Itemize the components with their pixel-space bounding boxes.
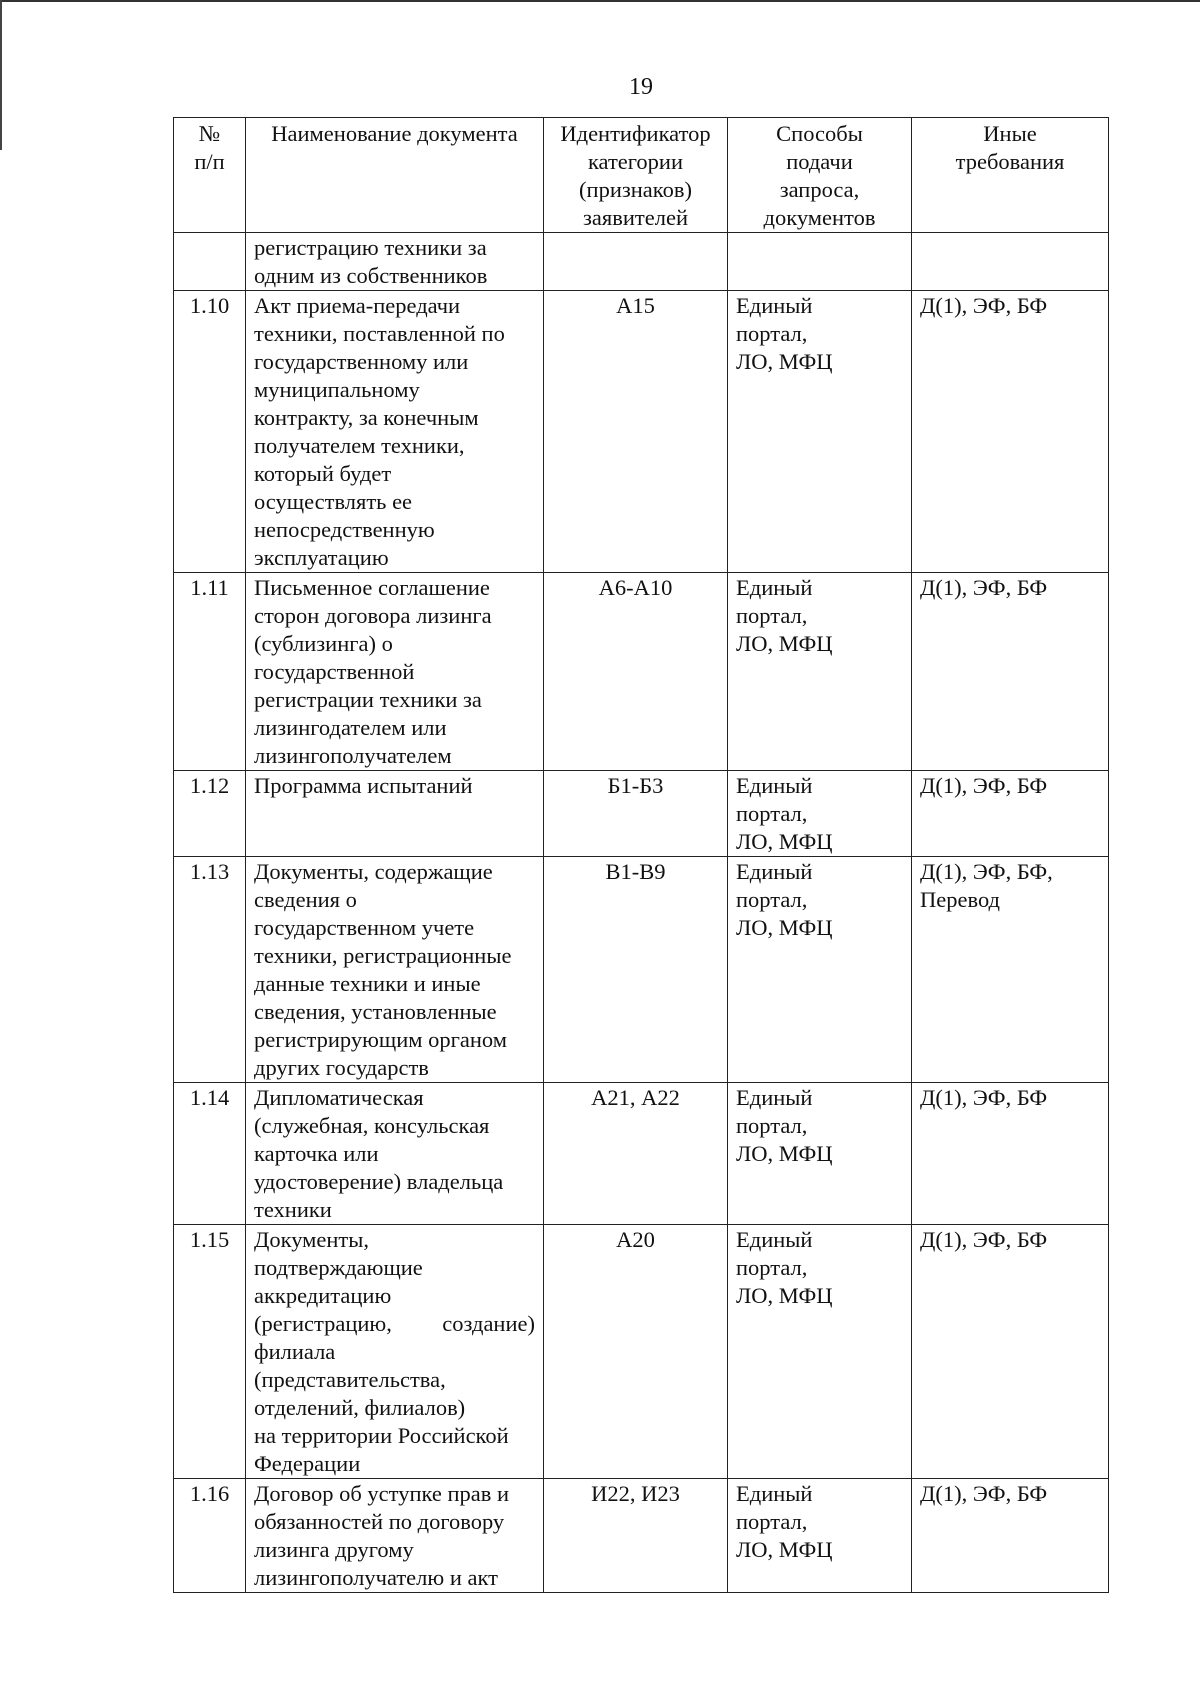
cell-line: техники, поставленной по bbox=[254, 321, 505, 346]
cell-line: регистрацию техники за bbox=[254, 235, 487, 260]
cell-line: муниципальному bbox=[254, 377, 420, 402]
document-name bbox=[246, 1479, 544, 1593]
applicant-category-id: А21, А22 bbox=[544, 1083, 728, 1225]
cell-line: государственном учете bbox=[254, 915, 475, 940]
table-row bbox=[174, 1479, 1109, 1593]
row-number: 1.14 bbox=[174, 1083, 246, 1225]
cell-line: ЛО, МФЦ bbox=[736, 349, 833, 374]
table-row bbox=[174, 857, 1109, 1083]
cell-line: регистрирующим органом bbox=[254, 1027, 507, 1052]
cell-line: эксплуатацию bbox=[254, 545, 389, 570]
cell-line: Единый bbox=[736, 1227, 813, 1252]
applicant-category-id bbox=[544, 233, 728, 291]
cell-line: Документы, содержащие bbox=[254, 859, 493, 884]
cell-line: Документы, bbox=[254, 1227, 370, 1252]
table-row bbox=[174, 771, 1109, 857]
cell-line: который будет bbox=[254, 461, 392, 486]
other-requirements bbox=[912, 1225, 1109, 1479]
cell-line: Единый bbox=[736, 773, 813, 798]
cell-line: ЛО, МФЦ bbox=[736, 631, 833, 656]
cell-line: контракту, за конечным bbox=[254, 405, 479, 430]
cell-line: Единый bbox=[736, 1481, 813, 1506]
document-name bbox=[246, 233, 544, 291]
cell-line: Д(1), ЭФ, БФ bbox=[920, 1481, 1048, 1506]
cell-line: получателем техники, bbox=[254, 433, 465, 458]
submission-methods bbox=[728, 1479, 912, 1593]
submission-methods bbox=[728, 857, 912, 1083]
row-number: 1.12 bbox=[174, 771, 246, 857]
other-requirements bbox=[912, 573, 1109, 771]
cell-line: Д(1), ЭФ, БФ bbox=[920, 1227, 1048, 1252]
cell-line: ЛО, МФЦ bbox=[736, 1141, 833, 1166]
cell-line: ЛО, МФЦ bbox=[736, 1283, 833, 1308]
cell-line: Договор об уступке прав и bbox=[254, 1481, 510, 1506]
header-line: запроса, bbox=[779, 177, 860, 202]
table-body bbox=[174, 233, 1109, 1593]
cell-line: (служебная, консульская bbox=[254, 1113, 490, 1138]
cell-line: государственной bbox=[254, 659, 415, 684]
document-name bbox=[246, 573, 544, 771]
cell-line: Программа испытаний bbox=[254, 773, 473, 798]
row-number: 1.15 bbox=[174, 1225, 246, 1479]
cell-line: Письменное соглашение bbox=[254, 575, 490, 600]
table-row bbox=[174, 1225, 1109, 1479]
cell-line: подтверждающие bbox=[254, 1255, 423, 1280]
cell-line: портал, bbox=[736, 321, 808, 346]
cell-line: непосредственную bbox=[254, 517, 435, 542]
cell-line: аккредитацию bbox=[254, 1283, 392, 1308]
cell-line: портал, bbox=[736, 887, 808, 912]
header-line: Иные bbox=[983, 121, 1037, 146]
header-line: заявителей bbox=[583, 205, 688, 230]
document-name bbox=[246, 857, 544, 1083]
cell-line: Перевод bbox=[920, 887, 1000, 912]
cell-line: одним из собственников bbox=[254, 263, 488, 288]
submission-methods bbox=[728, 771, 912, 857]
header-line: Идентификатор bbox=[560, 121, 711, 146]
header-name bbox=[246, 118, 544, 233]
cell-line: портал, bbox=[736, 801, 808, 826]
cell-line: (регистрацию, создание) bbox=[254, 1311, 535, 1336]
cell-line: регистрации техники за bbox=[254, 687, 482, 712]
cell-line: сведения, установленные bbox=[254, 999, 497, 1024]
cell-line: Дипломатическая bbox=[254, 1085, 424, 1110]
cell-line: Д(1), ЭФ, БФ bbox=[920, 1085, 1048, 1110]
cell-line: на территории Российской bbox=[254, 1423, 509, 1448]
cell-line: Единый bbox=[736, 1085, 813, 1110]
cell-line: удостоверение) владельца bbox=[254, 1169, 504, 1194]
documents-table bbox=[173, 117, 1109, 1593]
cell-line: портал, bbox=[736, 603, 808, 628]
document-name bbox=[246, 1083, 544, 1225]
row-number bbox=[174, 233, 246, 291]
table-row bbox=[174, 573, 1109, 771]
table-row bbox=[174, 291, 1109, 573]
document-name bbox=[246, 771, 544, 857]
submission-methods bbox=[728, 1083, 912, 1225]
cell-line: лизингополучателю и акт bbox=[254, 1565, 498, 1590]
cell-line: портал, bbox=[736, 1113, 808, 1138]
other-requirements bbox=[912, 857, 1109, 1083]
cell-line: лизинга другому bbox=[254, 1537, 414, 1562]
cell-line: лизингодателем или bbox=[254, 715, 447, 740]
cell-line: (сублизинга) о bbox=[254, 631, 393, 656]
row-number: 1.10 bbox=[174, 291, 246, 573]
header-line: № bbox=[198, 121, 221, 146]
cell-line: техники bbox=[254, 1197, 332, 1222]
cell-line: (представительства, bbox=[254, 1367, 446, 1392]
applicant-category-id: И22, И23 bbox=[544, 1479, 728, 1593]
cell-line: Акт приема-передачи bbox=[254, 293, 461, 318]
header-line: (признаков) bbox=[579, 177, 692, 202]
document-name bbox=[246, 1225, 544, 1479]
header-line: документов bbox=[763, 205, 876, 230]
header-line: п/п bbox=[194, 149, 225, 174]
row-number: 1.16 bbox=[174, 1479, 246, 1593]
document-name bbox=[246, 291, 544, 573]
cell-line: ЛО, МФЦ bbox=[736, 829, 833, 854]
header-other bbox=[912, 118, 1109, 233]
cell-line: лизингополучателем bbox=[254, 743, 452, 768]
header-line: категории bbox=[587, 149, 684, 174]
other-requirements bbox=[912, 1083, 1109, 1225]
cell-line: других государств bbox=[254, 1055, 429, 1080]
applicant-category-id: А6-А10 bbox=[544, 573, 728, 771]
row-number: 1.13 bbox=[174, 857, 246, 1083]
header-ways bbox=[728, 118, 912, 233]
header-line: Способы bbox=[776, 121, 863, 146]
submission-methods bbox=[728, 1225, 912, 1479]
submission-methods bbox=[728, 573, 912, 771]
header-line: требования bbox=[955, 149, 1065, 174]
submission-methods bbox=[728, 291, 912, 573]
row-number: 1.11 bbox=[174, 573, 246, 771]
cell-line: Д(1), ЭФ, БФ, bbox=[920, 859, 1053, 884]
cell-line: ЛО, МФЦ bbox=[736, 1537, 833, 1562]
submission-methods bbox=[728, 233, 912, 291]
header-line: Наименование документа bbox=[271, 121, 518, 146]
cell-line: Федерации bbox=[254, 1451, 361, 1476]
other-requirements bbox=[912, 771, 1109, 857]
other-requirements bbox=[912, 1479, 1109, 1593]
applicant-category-id: Б1-Б3 bbox=[544, 771, 728, 857]
other-requirements bbox=[912, 291, 1109, 573]
scan-edge-top bbox=[0, 0, 1200, 2]
header-num bbox=[174, 118, 246, 233]
cell-line: сведения о bbox=[254, 887, 357, 912]
other-requirements bbox=[912, 233, 1109, 291]
cell-line: обязанностей по договору bbox=[254, 1509, 505, 1534]
page-number: 19 bbox=[629, 74, 653, 100]
cell-line: сторон договора лизинга bbox=[254, 603, 492, 628]
table-header-row bbox=[174, 118, 1109, 233]
cell-line: Единый bbox=[736, 859, 813, 884]
applicant-category-id: А20 bbox=[544, 1225, 728, 1479]
header-line: подачи bbox=[786, 149, 853, 174]
applicant-category-id: В1-В9 bbox=[544, 857, 728, 1083]
cell-line: государственному или bbox=[254, 349, 469, 374]
cell-line: отделений, филиалов) bbox=[254, 1395, 466, 1420]
cell-line: техники, регистрационные bbox=[254, 943, 512, 968]
cell-line: Единый bbox=[736, 575, 813, 600]
cell-line: филиала bbox=[254, 1339, 336, 1364]
header-identifier bbox=[544, 118, 728, 233]
cell-line: Единый bbox=[736, 293, 813, 318]
cell-line: портал, bbox=[736, 1255, 808, 1280]
table-row bbox=[174, 233, 1109, 291]
cell-line: данные техники и иные bbox=[254, 971, 481, 996]
cell-line: ЛО, МФЦ bbox=[736, 915, 833, 940]
applicant-category-id: А15 bbox=[544, 291, 728, 573]
cell-line: портал, bbox=[736, 1509, 808, 1534]
cell-line: Д(1), ЭФ, БФ bbox=[920, 575, 1048, 600]
cell-line: осуществлять ее bbox=[254, 489, 413, 514]
cell-line: Д(1), ЭФ, БФ bbox=[920, 293, 1048, 318]
cell-line: Д(1), ЭФ, БФ bbox=[920, 773, 1048, 798]
table-row bbox=[174, 1083, 1109, 1225]
cell-line: карточка или bbox=[254, 1141, 379, 1166]
